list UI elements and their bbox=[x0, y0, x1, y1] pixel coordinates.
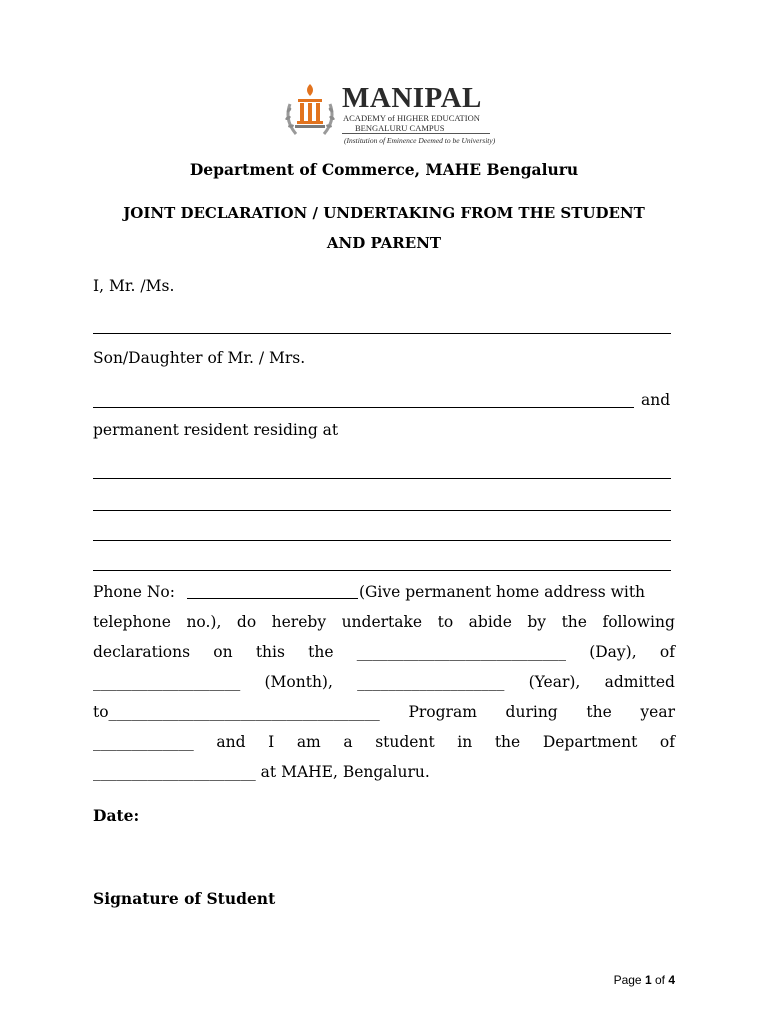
paragraph-line-3: declarations on this the ___________________________ (Day), of bbox=[93, 643, 675, 661]
paragraph-line-7: _____________________ at MAHE, Bengaluru. bbox=[93, 763, 430, 781]
paragraph-line-4: ___________________ (Month), ___________________ (Year), admitted bbox=[93, 673, 675, 691]
logo-line-campus: BENGALURU CAMPUS bbox=[355, 123, 445, 133]
parent-label: Son/Daughter of Mr. / Mrs. bbox=[93, 349, 306, 367]
student-signature-label: Signature of Student bbox=[93, 889, 276, 908]
manipal-emblem-icon bbox=[280, 82, 340, 144]
address-field-line-3[interactable] bbox=[93, 540, 671, 541]
parent-name-field-line[interactable] bbox=[93, 407, 634, 408]
and-text: and bbox=[641, 391, 671, 409]
paragraph-line-6: _____________ and I am a student in the Department of bbox=[93, 733, 675, 751]
resident-label: permanent resident residing at bbox=[93, 421, 339, 439]
year-field[interactable]: ___________________ bbox=[357, 673, 505, 691]
declaration-heading-line2: AND PARENT bbox=[326, 234, 442, 252]
phone-field-line[interactable] bbox=[187, 598, 358, 599]
manipal-logo bbox=[278, 82, 496, 148]
paragraph-line-2: telephone no.), do hereby undertake to abide by the following bbox=[93, 613, 675, 631]
phone-instruction: (Give permanent home address with bbox=[359, 583, 646, 601]
page-number: Page 1 of 4 bbox=[613, 973, 675, 987]
address-field-line-1[interactable] bbox=[93, 478, 671, 479]
name-field-line[interactable] bbox=[93, 333, 671, 334]
academic-year-field[interactable]: _____________ bbox=[93, 733, 194, 751]
logo-divider bbox=[342, 133, 490, 134]
logo-name: MANIPAL bbox=[342, 82, 482, 114]
month-field[interactable]: ___________________ bbox=[93, 673, 241, 691]
declaration-heading-line1: JOINT DECLARATION / UNDERTAKING FROM THE STUDENT bbox=[123, 204, 645, 222]
name-label: I, Mr. /Ms. bbox=[93, 277, 175, 295]
logo-line-institution: (Institution of Eminence Deemed to be University) bbox=[344, 136, 496, 145]
paragraph-line-5: to___________________________________ Program during the year bbox=[93, 703, 675, 721]
logo-line-academy: ACADEMY of HIGHER EDUCATION bbox=[343, 113, 480, 123]
program-field[interactable]: to___________________________________ bbox=[93, 703, 380, 721]
date-label: Date: bbox=[93, 806, 140, 825]
address-field-line-4[interactable] bbox=[93, 570, 671, 571]
address-field-line-2[interactable] bbox=[93, 510, 671, 511]
day-field[interactable]: ___________________________ bbox=[356, 643, 566, 661]
department-title: Department of Commerce, MAHE Bengaluru bbox=[189, 160, 579, 179]
phone-label: Phone No: bbox=[93, 583, 175, 601]
